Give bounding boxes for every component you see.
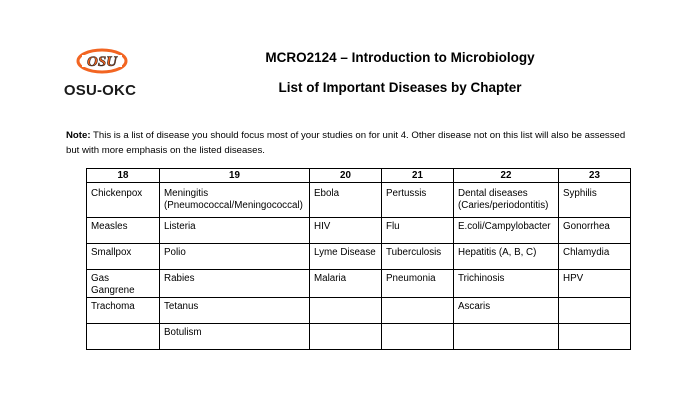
table-cell: Hepatitis (A, B, C) [454, 244, 559, 270]
table-cell: Trachoma [87, 298, 160, 324]
table-cell: Chlamydia [559, 244, 631, 270]
svg-text:OSU: OSU [86, 54, 118, 70]
column-header: 21 [382, 169, 454, 183]
table-cell [559, 324, 631, 350]
table-cell: Ascaris [454, 298, 559, 324]
table-cell: Pertussis [382, 183, 454, 218]
table-cell: HIV [310, 218, 382, 244]
osu-okc-logo [62, 46, 138, 108]
column-header: 18 [87, 169, 160, 183]
table-cell: Botulism [160, 324, 310, 350]
table-cell [382, 324, 454, 350]
table-cell: Pneumonia [382, 270, 454, 298]
table-cell: Dental diseases (Caries/periodontitis) [454, 183, 559, 218]
note-text: This is a list of disease you should focus most of your studies on for unit 4. Other disease not on this list will also be assessed but with more emphasis on the listed diseases. [66, 130, 626, 156]
table-row [87, 183, 631, 218]
table-row [87, 270, 631, 298]
table-header-row [87, 169, 631, 183]
note-paragraph [66, 128, 636, 158]
osu-logo-mark-icon [76, 46, 128, 76]
table-cell: Malaria [310, 270, 382, 298]
table-cell [559, 298, 631, 324]
table-row [87, 324, 631, 350]
table-cell: Trichinosis [454, 270, 559, 298]
table-cell: Tuberculosis [382, 244, 454, 270]
table-cell: Flu [382, 218, 454, 244]
column-header: 20 [310, 169, 382, 183]
table-row [87, 244, 631, 270]
table-cell: E.coli/Campylobacter [454, 218, 559, 244]
diseases-table [86, 168, 631, 350]
table-cell: Gas Gangrene [87, 270, 160, 298]
page-subtitle: List of Important Diseases by Chapter [278, 80, 522, 95]
table-cell [310, 298, 382, 324]
table-cell: Listeria [160, 218, 310, 244]
table-cell: Chickenpox [87, 183, 160, 218]
table-row [87, 218, 631, 244]
column-header: 23 [559, 169, 631, 183]
table-cell [454, 324, 559, 350]
table-cell: Polio [160, 244, 310, 270]
table-cell: Tetanus [160, 298, 310, 324]
page-title: MCRO2124 – Introduction to Microbiology [265, 50, 535, 65]
table-cell: HPV [559, 270, 631, 298]
table-cell: Measles [87, 218, 160, 244]
table-cell [87, 324, 160, 350]
column-header: 19 [160, 169, 310, 183]
note-label: Note: [66, 130, 91, 141]
table-row [87, 298, 631, 324]
table-cell: Syphilis [559, 183, 631, 218]
column-header: 22 [454, 169, 559, 183]
table-cell: Ebola [310, 183, 382, 218]
table-cell [310, 324, 382, 350]
table-cell: Lyme Disease [310, 244, 382, 270]
table-cell [382, 298, 454, 324]
table-cell: Meningitis (Pneumococcal/Meningococcal) [160, 183, 310, 218]
table-cell: Gonorrhea [559, 218, 631, 244]
table-cell: Rabies [160, 270, 310, 298]
table-cell: Smallpox [87, 244, 160, 270]
logo-text: OSU-OKC [63, 82, 137, 99]
